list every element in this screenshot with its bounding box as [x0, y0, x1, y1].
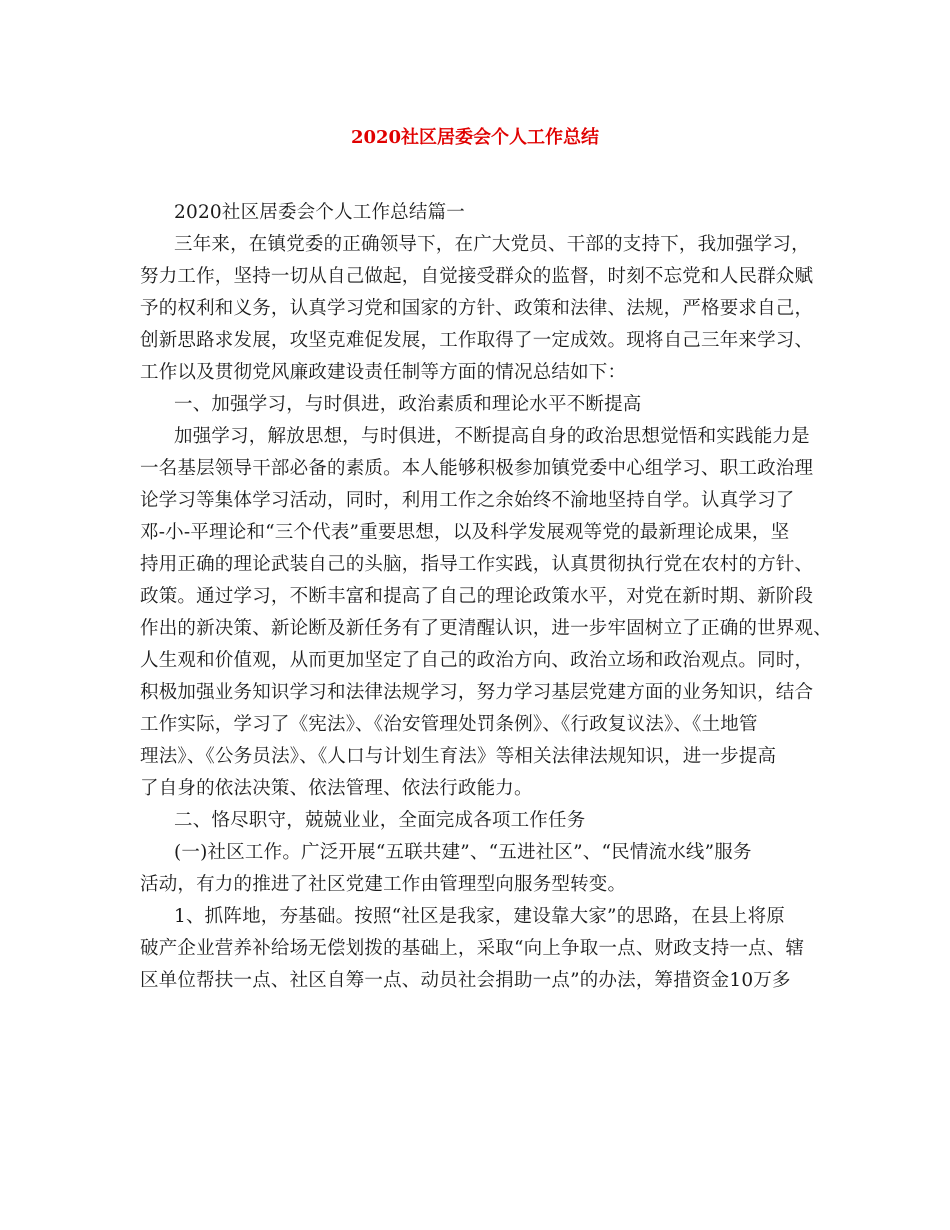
paragraph-line: 活动，有力的推进了社区党建工作由管理型向服务型转变。 — [140, 874, 627, 895]
paragraph-line: 三年来，在镇党委的正确领导下，在广大党员、干部的支持下，我加强学习， — [174, 234, 810, 255]
paragraph-line: 邓-小-平理论和“三个代表”重要思想，以及科学发展观等党的最新理论成果，坚 — [140, 522, 790, 543]
paragraph-line: 加强学习，解放思想，与时俱进，不断提高自身的政治思想觉悟和实践能力是 — [174, 426, 810, 447]
paragraph-line: 积极加强业务知识学习和法律法规学习，努力学习基层党建方面的业务知识，结合 — [140, 682, 814, 703]
paragraph-line: 区单位帮扶一点、社区自筹一点、动员社会捐助一点”的办法，筹措资金10万多 — [140, 970, 791, 991]
document-title: 2020社区居委会个人工作总结 — [350, 127, 600, 148]
paragraph-line: 论学习等集体学习活动，同时，利用工作之余始终不渝地坚持自学。认真学习了 — [140, 490, 795, 511]
paragraph-line: 作出的新决策、新论断及新任务有了更清醒认识，进一步牢固树立了正确的世界观、 — [140, 618, 832, 639]
section-heading-line: 二、恪尽职守，兢兢业业，全面完成各项工作任务 — [174, 810, 586, 831]
paragraph-line: 1、抓阵地，夯基础。按照“社区是我家，建设靠大家”的思路，在县上将原 — [174, 906, 785, 927]
paragraph-line: 工作以及贯彻党风廉政建设责任制等方面的情况总结如下： — [140, 362, 627, 383]
paragraph-line: 持用正确的理论武装自己的头脑，指导工作实践，认真贯彻执行党在农村的方针、 — [140, 554, 814, 575]
paragraph-line: (一)社区工作。广泛开展“五联共建”、“五进社区”、“民情流水线”服务 — [174, 842, 752, 863]
paragraph-line: 2020社区居委会个人工作总结篇一 — [174, 202, 465, 223]
section-heading-line: 一、加强学习，与时俱进，政治素质和理论水平不断提高 — [174, 394, 642, 415]
paragraph-line: 予的权利和义务，认真学习党和国家的方针、政策和法律、法规，严格要求自己， — [140, 298, 814, 319]
paragraph-line: 创新思路求发展，攻坚克难促发展，工作取得了一定成效。现将自己三年来学习、 — [140, 330, 814, 351]
paragraph-line: 一名基层领导干部必备的素质。本人能够积极参加镇党委中心组学习、职工政治理 — [140, 458, 814, 479]
paragraph-line: 工作实际，学习了《宪法》、《治安管理处罚条例》、《行政复议法》、《土地管 — [140, 714, 758, 735]
paragraph-line: 理法》、《公务员法》、《人口与计划生育法》等相关法律法规知识，进一步提高 — [140, 746, 777, 767]
paragraph-line: 破产企业营养补给场无偿划拨的基础上，采取“向上争取一点、财政支持一点、辖 — [140, 938, 805, 959]
paragraph-line: 人生观和价值观，从而更加坚定了自己的政治方向、政治立场和政治观点。同时， — [140, 650, 814, 671]
paragraph-line: 了自身的依法决策、依法管理、依法行政能力。 — [140, 778, 533, 799]
paragraph-line: 政策。通过学习，不断丰富和提高了自己的理论政策水平，对党在新时期、新阶段 — [140, 586, 814, 607]
paragraph-line: 努力工作，坚持一切从自己做起，自觉接受群众的监督，时刻不忘党和人民群众赋 — [140, 266, 814, 287]
